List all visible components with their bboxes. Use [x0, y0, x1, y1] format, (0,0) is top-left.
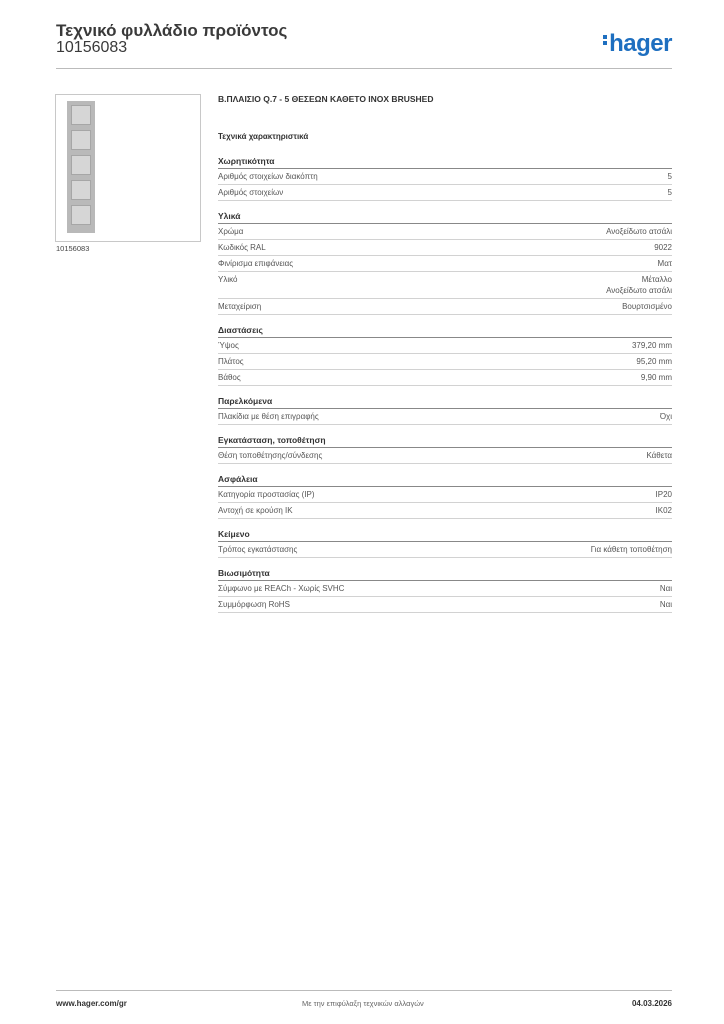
- spec-row: [218, 581, 672, 597]
- section-heading: Ασφάλεια: [218, 474, 672, 487]
- section-heading: Υλικά: [218, 211, 672, 224]
- tech-title: Τεχνικά χαρακτηριστικά: [218, 132, 309, 141]
- spec-label: Αντοχή σε κρούση IK: [218, 506, 293, 515]
- logo-dots-icon: [603, 33, 607, 47]
- spec-label: Κατηγορία προστασίας (IP): [218, 490, 315, 499]
- spec-row: [218, 338, 672, 354]
- section-heading: Παρελκόμενα: [218, 396, 672, 409]
- spec-label: Χρώμα: [218, 227, 244, 236]
- spec-section: [218, 529, 672, 558]
- five-gang-frame-icon: [67, 101, 95, 233]
- spec-value: 9,90 mm: [640, 373, 672, 382]
- hager-logo: [603, 30, 672, 58]
- spec-row: [218, 272, 672, 299]
- spec-row: [218, 597, 672, 613]
- spec-row: [218, 224, 672, 240]
- footer-website[interactable]: www.hager.com/gr: [56, 999, 127, 1008]
- spec-label: Πλάτος: [218, 357, 244, 366]
- spec-label: Πλακίδια με θέση επιγραφής: [218, 412, 319, 421]
- spec-content: [218, 94, 672, 623]
- spec-label: Συμμόρφωση RoHS: [218, 600, 290, 609]
- spec-section: [218, 568, 672, 613]
- footer-date: 04.03.2026: [631, 999, 672, 1008]
- spec-label: Σύμφωνο με REACh - Χωρίς SVHC: [218, 584, 345, 593]
- spec-value: 9022: [654, 243, 672, 252]
- spec-row: [218, 169, 672, 185]
- section-heading: Διαστάσεις: [218, 325, 672, 338]
- spec-row: [218, 370, 672, 386]
- spec-section: [218, 211, 672, 315]
- spec-row: [218, 354, 672, 370]
- spec-section: [218, 325, 672, 386]
- spec-value: 379,20 mm: [631, 341, 672, 350]
- spec-value: 5: [667, 172, 672, 181]
- spec-label: Υλικό: [218, 275, 238, 284]
- spec-value: IP20: [655, 490, 672, 499]
- product-code: 10156083: [56, 39, 128, 56]
- spec-label: Κωδικός RAL: [218, 243, 266, 252]
- spec-row: [218, 299, 672, 315]
- spec-label: Θέση τοποθέτησης/σύνδεσης: [218, 451, 323, 460]
- spec-section: [218, 435, 672, 464]
- spec-section: [218, 474, 672, 519]
- section-heading: Κείμενο: [218, 529, 672, 542]
- spec-label: Βάθος: [218, 373, 241, 382]
- spec-row: [218, 542, 672, 558]
- spec-label: Τρόπος εγκατάστασης: [218, 545, 298, 554]
- header-divider: [56, 68, 672, 69]
- footer-divider: [56, 990, 672, 991]
- document-title: Τεχνικό φυλλάδιο προϊόντος: [56, 21, 288, 40]
- spec-value: Ματ: [657, 259, 672, 268]
- product-title: Β.ΠΛΑΙΣΙΟ Q.7 - 5 ΘΕΣΕΩΝ ΚΑΘΕΤΟ INOX BRUSHED: [218, 94, 434, 104]
- spec-row: [218, 185, 672, 201]
- spec-label: Ύψος: [218, 341, 239, 350]
- footer-note: Με την επιφύλαξη τεχνικών αλλαγών: [302, 999, 424, 1008]
- spec-value: Μέταλλο Ανοξείδωτο ατσάλι: [606, 275, 672, 295]
- section-heading: Εγκατάσταση, τοποθέτηση: [218, 435, 672, 448]
- spec-row: [218, 487, 672, 503]
- spec-value: Ναι: [659, 600, 672, 609]
- spec-value: Κάθετα: [646, 451, 672, 460]
- logo-text: hager: [609, 30, 672, 57]
- spec-value: 5: [667, 188, 672, 197]
- spec-section: [218, 396, 672, 425]
- spec-value: Για κάθετη τοποθέτηση: [590, 545, 672, 554]
- spec-row: [218, 240, 672, 256]
- spec-section: [218, 156, 672, 201]
- spec-row: [218, 256, 672, 272]
- spec-label: Αριθμός στοιχείων: [218, 188, 284, 197]
- spec-label: Φινίρισμα επιφάνειας: [218, 259, 294, 268]
- spec-row: [218, 448, 672, 464]
- spec-value: Ανοξείδωτο ατσάλι: [606, 227, 672, 236]
- spec-label: Μεταχείριση: [218, 302, 262, 311]
- spec-label: Αριθμός στοιχείων διακόπτη: [218, 172, 318, 181]
- image-caption: 10156083: [56, 244, 90, 253]
- spec-row: [218, 503, 672, 519]
- spec-value: 95,20 mm: [636, 357, 672, 366]
- section-heading: Βιωσιμότητα: [218, 568, 672, 581]
- spec-value: Όχι: [659, 412, 672, 421]
- section-heading: Χωρητικότητα: [218, 156, 672, 169]
- spec-value: IK02: [655, 506, 672, 515]
- spec-value: Ναι: [659, 584, 672, 593]
- spec-value: Βουρτσισμένο: [622, 302, 672, 311]
- spec-row: [218, 409, 672, 425]
- product-image: [55, 94, 201, 242]
- spec-sections: [218, 156, 672, 613]
